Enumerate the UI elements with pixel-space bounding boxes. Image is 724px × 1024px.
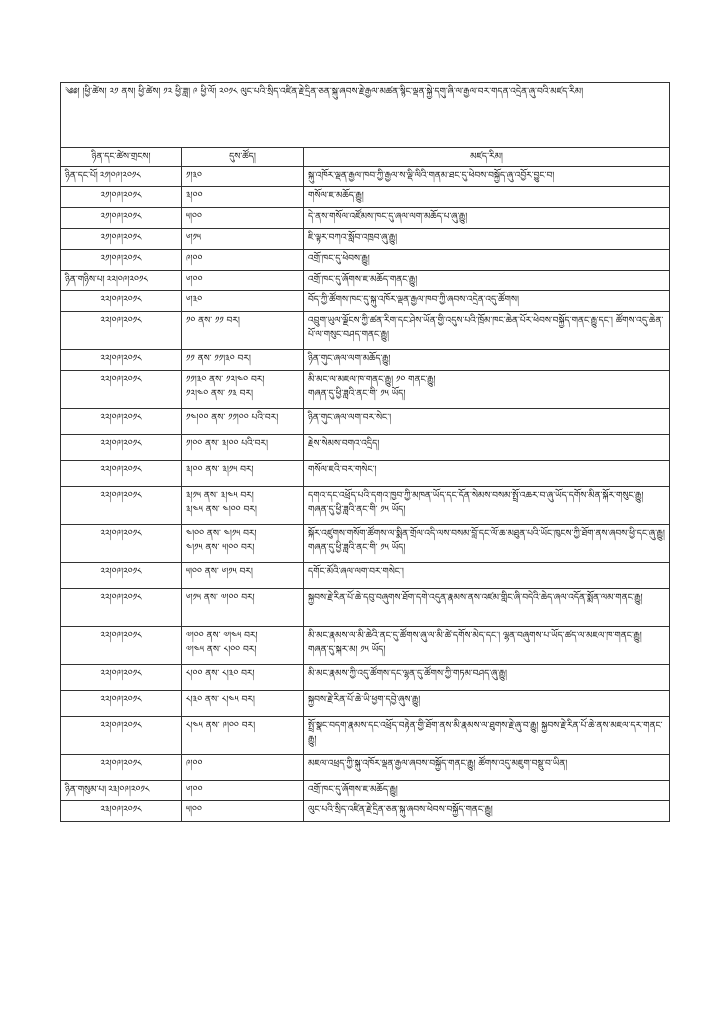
table-row bbox=[61, 312, 670, 350]
table-row bbox=[61, 208, 670, 229]
document-page bbox=[60, 82, 669, 822]
activity-cell: གསོལ་ཇ་མཆོད་རྒྱུ། bbox=[304, 187, 670, 208]
activity-cell: སྤྲོ་སྣང་བདག་རྣམས་དང་འཕྲོད་བརྟེན་གྱི་ཐོག་ནས་མི་རྣམས་ལ་ཐུགས་རྗེ་ཞུ་བ་རྒྱུ། སྐྱབས་རྗེ་རིན་པོ་ཆེ་ནས་མཇལ་དར་གནང་རྒྱུ། bbox=[304, 717, 670, 755]
table-row bbox=[61, 525, 670, 563]
date-value: ༢༢།༠༩།༢༠༡༨ bbox=[100, 669, 142, 679]
time-cell: ༡།༠༠ ནས་ ༣།༠༠ པའི་བར། bbox=[182, 435, 304, 461]
time-cell: ༦།༡༥ bbox=[182, 229, 304, 250]
table-row bbox=[61, 435, 670, 461]
schedule-table bbox=[60, 82, 670, 822]
time-cell: ༦།༠༠ bbox=[182, 781, 304, 801]
time-cell: ༨།༤༥ ནས་ ༩།༠༠ བར། bbox=[182, 717, 304, 755]
activity-cell: མི་མང་རྣམས་ཀྱི་འདུ་ཚོགས་དང་ལྷན་དུ་ཚོགས་ཀྱི་གཏམ་བཤད་ཞུ་རྒྱུ། bbox=[304, 665, 670, 691]
activity-cell: ཉིན་གུང་ཞལ་ལག་མཆོད་རྒྱུ། bbox=[304, 350, 670, 371]
table-row bbox=[61, 487, 670, 525]
date-value: ༢༣།༠༩།༢༠༡༨ bbox=[108, 785, 150, 795]
date-value: ༢༢།༠༩།༢༠༡༨ bbox=[100, 695, 142, 705]
date-cell bbox=[61, 665, 182, 691]
time-cell: ༧།༠༠ ནས་ ༧།༤༥ བར། ༧།༤༥ ནས་ ༨།༠༠ བར། bbox=[182, 627, 304, 665]
date-value: ༢༢།༠༩།༢༠༡༨ bbox=[100, 529, 142, 539]
activity-cell: ལུང་པའི་སྲིད་འཛིན་རྗེ་དྲིན་ཅན་སྐུ་ཞབས་ཕེབས་བསྐྱོད་གནང་རྒྱུ། bbox=[304, 801, 670, 822]
activity-cell: གསོལ་ཇའི་བར་གསེང་། bbox=[304, 461, 670, 487]
time-cell: ༤།༠༠ ནས་ ༤།༡༥ བར། ༤།༡༥ ནས་ ༥།༠༠ བར། bbox=[182, 525, 304, 563]
table-row bbox=[61, 801, 670, 822]
activity-cell: མི་མང་ལ་མཇལ་ཁ་གནང་རྒྱུ། ༡༠ གནང་རྒྱུ། གཞན་དུ་ཕྱི་ཟླའི་ནང་གི་ ༡༥ ཡོད། bbox=[304, 371, 670, 409]
date-value: ༢༡།༠༩།༢༠༡༨ bbox=[99, 171, 141, 181]
table-row bbox=[61, 187, 670, 208]
date-value: ༢༢།༠༩།༢༠༡༨ bbox=[100, 759, 142, 769]
date-value: ༢༢།༠༩།༢༠༡༨ bbox=[100, 316, 142, 326]
table-row bbox=[61, 250, 670, 271]
date-cell bbox=[61, 167, 182, 187]
activity-cell: རྗེས་སེམས་བགའ་འདྲིད། bbox=[304, 435, 670, 461]
date-value: ༢༢།༠༩།༢༠༡༨ bbox=[100, 413, 142, 423]
activity-cell: དགའ་དང་འཕྲོད་པའི་དགའ་ཁྱབ་ཀྱི་མཁན་ཡོད་དང་དོན་སེམས་བསམ་སྤྲོ་འཆར་བ་ཞུ་ཡོད་དགོས་མིན་སྐོར་གསུང་རྒྱུ། གཞན་དུ་ཕྱི་ཟླའི་ནང་གི་ ༡༥ ཡོད། bbox=[304, 487, 670, 525]
date-value: ༢༡།༠༩།༢༠༡༨ bbox=[100, 191, 142, 201]
activity-cell: བོད་ཀྱི་ཚོགས་ཁང་དུ་སྐུ་འཁོར་ལྡན་རྒྱལ་ཁབ་ཀྱི་ཞབས་འདྲེན་འདུ་ཚོགས། bbox=[304, 291, 670, 312]
table-row bbox=[61, 371, 670, 409]
activity-cell: སྐྱབས་རྗེ་རིན་པོ་ཆེ་དབུ་བཞུགས་ཐོག་དགེ་འདུན་རྣམས་ནས་འཛམ་གླིང་ཞི་བདེའི་ཆེད་ཞལ་འདོན་སྨོན་ལམ་གནང་རྒྱུ། bbox=[304, 589, 670, 627]
date-cell bbox=[61, 208, 182, 229]
table-row bbox=[61, 717, 670, 755]
date-cell bbox=[61, 187, 182, 208]
date-value: ༢༢།༠༩།༢༠༡༨ bbox=[100, 593, 142, 603]
date-value: ༢༢།༠༩།༢༠༡༨ bbox=[100, 375, 142, 385]
time-cell: ༨།༣༠ ནས་ ༨།༤༥ བར། bbox=[182, 691, 304, 717]
date-cell bbox=[61, 229, 182, 250]
time-cell: ༦།༣༠ bbox=[182, 291, 304, 312]
activity-cell: འགྲོ་ཁང་དུ་ཞོགས་ཇ་མཆོད་རྒྱུ། bbox=[304, 781, 670, 801]
day-label: ཉིན་དང་པོ། bbox=[65, 171, 98, 181]
header-row bbox=[61, 148, 670, 167]
date-cell bbox=[61, 409, 182, 435]
activity-cell: སྐུ་འཁོར་ལྡན་རྒྱལ་ཁབ་ཀྱི་རྒྱལ་ས་ལྡི་ལིའི་གནམ་ཐང་དུ་ཕེབས་བསྐྱོད་ཞུ་འབྱོར་བྱུང་བ། bbox=[304, 167, 670, 187]
date-cell bbox=[61, 801, 182, 822]
date-cell bbox=[61, 461, 182, 487]
title-row bbox=[61, 83, 670, 148]
activity-cell: འགྲོ་ཁང་དུ་ཞོགས་ཇ་མཆོད་གནང་རྒྱུ། bbox=[304, 271, 670, 291]
date-value: ༢༡།༠༩།༢༠༡༨ bbox=[100, 254, 142, 264]
activity-cell: སྐྱབས་རྗེ་རིན་པོ་ཆེ་ཡི་ཕྱག་དབྱེ་ཞུས་རྒྱུ། bbox=[304, 691, 670, 717]
time-cell: ༦།༡༥ ནས་ ༧།༠༠ བར། bbox=[182, 589, 304, 627]
date-cell bbox=[61, 312, 182, 350]
day-label: ཉིན་གསུམ་པ། bbox=[65, 785, 107, 795]
time-cell: ༡༡ ནས་ ༡༡།༣༠ བར། bbox=[182, 350, 304, 371]
table-row bbox=[61, 665, 670, 691]
date-cell bbox=[61, 525, 182, 563]
time-cell: ༡༤།༠༠ ནས་ ༡༡།༠༠ པའི་བར། bbox=[182, 409, 304, 435]
date-value: ༢༢།༠༩།༢༠༡༨ bbox=[100, 491, 142, 501]
date-value: ༢༡།༠༩།༢༠༡༨ bbox=[100, 212, 142, 222]
date-cell bbox=[61, 271, 182, 291]
activity-cell: མི་མང་རྣམས་ལ་མི་ཆེའི་ནང་དུ་ཚོགས་ཞུ་ལ་མི་ཚེ་དགོས་མེད་དང་། ལྷན་བཞུགས་པ་ཡོད་ཚད་ལ་མཇལ་ཁ་གནང་རྒྱུ། གཞན་དུ་སྐར་མ། ༡༥ ཡོད། bbox=[304, 627, 670, 665]
document-title: ༄༅། །ཕྱི་ཚེས། ༢༡ ནས། ཕྱི་ཚེས། ༡༢ ཕྱི་ཟླ། ༩ ཕྱི་ལོ། ༢༠༡༨ ལུང་པའི་སྲིད་འཛིན་རྗེ་དྲིན་ཅན་སྐུ་ཞབས་རྗེ་རྒྱལ་མཚན་སྙིང་ལྡན་སྐྱེ་དགུ་ཞི་ལ་རྒྱལ་བར་གདན་འདྲེན་ཞུ་བའི་མཛད་རིམ། bbox=[61, 83, 670, 148]
time-cell: ༡༠ ནས་ ༡༡ བར། bbox=[182, 312, 304, 350]
activity-cell: དགོང་མོའི་ཞལ་ལག་བར་གསེང་། bbox=[304, 563, 670, 589]
time-cell: ༣།༠༠ ནས་ ༣།༡༥ བར། bbox=[182, 461, 304, 487]
table-row bbox=[61, 229, 670, 250]
activity-cell: སྐོར་འཛུགས་གསོག་ཚོགས་ལ་སྨིན་གྲོལ་འདི་ལས་བསམ་བློ་དང་ལོ་ཆ་མཐུན་པའི་ཡོང་ཁུངས་ཀྱི་ཐོག་ནས་ཞབས་ཕྱི་དང་ཞུ་རྒྱུ། གཞན་དུ་ཕྱི་ཟླའི་ནང་གི་ ༡༥ ཡོད། bbox=[304, 525, 670, 563]
activity-cell: མཇལ་འཕྲད་ཀྱི་སྐུ་འཁོར་ལྡན་རྒྱལ་ཞབས་བསྐྱོད་གནང་རྒྱུ། ཚོགས་འདུ་མཇུག་བསྡུ་བ་ཡིན། bbox=[304, 755, 670, 781]
date-cell bbox=[61, 717, 182, 755]
date-value: ༢༢།༠༩།༢༠༡༨ bbox=[106, 275, 148, 285]
time-cell: ༩།༠༠ bbox=[182, 250, 304, 271]
table-row bbox=[61, 291, 670, 312]
date-cell bbox=[61, 781, 182, 801]
table-row bbox=[61, 461, 670, 487]
date-value: ༢༢།༠༩།༢༠༡༨ bbox=[100, 631, 142, 641]
time-cell: ༦།༠༠ bbox=[182, 271, 304, 291]
date-cell bbox=[61, 755, 182, 781]
date-cell bbox=[61, 250, 182, 271]
time-cell: ༣།༡༥ ནས་ ༣།༤༥ བར། ༣།༤༥ ནས་ ༤།༠༠ བར། bbox=[182, 487, 304, 525]
table-row bbox=[61, 781, 670, 801]
day-label: ཉིན་གཉིས་པ། bbox=[65, 275, 105, 285]
date-cell bbox=[61, 589, 182, 627]
date-cell bbox=[61, 371, 182, 409]
date-cell bbox=[61, 350, 182, 371]
time-cell: ༨།༠༠ ནས་ ༨།༣༠ བར། bbox=[182, 665, 304, 691]
table-row bbox=[61, 691, 670, 717]
activity-cell: ཇི་ལྟར་བཀའ་སློབ་འཁྲབ་ཞུ་རྒྱུ། bbox=[304, 229, 670, 250]
header-activity: མཛད་རིམ། bbox=[304, 148, 670, 167]
table-row bbox=[61, 271, 670, 291]
time-cell: ༥།༠༠ ནས་ ༦།༡༥ བར། bbox=[182, 563, 304, 589]
date-cell bbox=[61, 627, 182, 665]
time-cell: ༩།༠༠ bbox=[182, 755, 304, 781]
activity-cell: འགྲོ་ཁང་དུ་ཕེབས་རྒྱུ། bbox=[304, 250, 670, 271]
table-row bbox=[61, 589, 670, 627]
table-row bbox=[61, 627, 670, 665]
date-cell bbox=[61, 691, 182, 717]
table-row bbox=[61, 167, 670, 187]
header-date: ཉིན་དང་ཚེས་གྲངས། bbox=[61, 148, 182, 167]
date-value: ༢༢།༠༩།༢༠༡༨ bbox=[100, 354, 142, 364]
header-time: དུས་ཚོད། bbox=[182, 148, 304, 167]
date-value: ༢༢།༠༩།༢༠༡༨ bbox=[100, 465, 142, 475]
table-row bbox=[61, 755, 670, 781]
time-cell: ༡།༣༠ bbox=[182, 167, 304, 187]
date-value: ༢༢།༠༩།༢༠༡༨ bbox=[100, 721, 142, 731]
date-cell bbox=[61, 487, 182, 525]
date-value: ༢༢།༠༩།༢༠༡༨ bbox=[100, 295, 142, 305]
time-cell: ༥།༠༠ bbox=[182, 208, 304, 229]
table-row bbox=[61, 350, 670, 371]
activity-cell: ཉིན་གུང་ཞལ་ལག་བར་སེང་། bbox=[304, 409, 670, 435]
activity-cell: དེ་ནས་གསོལ་འཛོམས་ཁང་དུ་ཞལ་ལག་མཆོད་པ་ཞུ་རྒྱུ། bbox=[304, 208, 670, 229]
table-row bbox=[61, 409, 670, 435]
date-value: ༢༡།༠༩།༢༠༡༨ bbox=[100, 233, 142, 243]
date-cell bbox=[61, 435, 182, 461]
time-cell: ༥།༠༠ bbox=[182, 801, 304, 822]
time-cell: ༡༡།༣༠ ནས་ ༡༢།༤༠ བར། ༡༢།༤༠ ནས་ ༡༣ བར། bbox=[182, 371, 304, 409]
date-value: ༢༢།༠༩།༢༠༡༨ bbox=[100, 439, 142, 449]
date-value: ༢༣།༠༩།༢༠༡༨ bbox=[100, 805, 142, 815]
date-cell bbox=[61, 291, 182, 312]
time-cell: ༣།༠༠ bbox=[182, 187, 304, 208]
activity-cell: འབྲུག་ཡུལ་ལྗོངས་ཀྱི་ཚན་རིག་དང་ཤེས་ཡོན་གྱི་འདུས་པའི་ཁྲོམ་ཁང་ཆེན་པོར་ཕེབས་བསྐྱོད་གནང་རྒྱུ་དང་། ཚོགས་འདུ་ཆེན་པོ་ལ་གསུང་བཤད་གནང་རྒྱུ། bbox=[304, 312, 670, 350]
date-value: ༢༢།༠༩།༢༠༡༨ bbox=[100, 567, 142, 577]
date-cell bbox=[61, 563, 182, 589]
table-row bbox=[61, 563, 670, 589]
